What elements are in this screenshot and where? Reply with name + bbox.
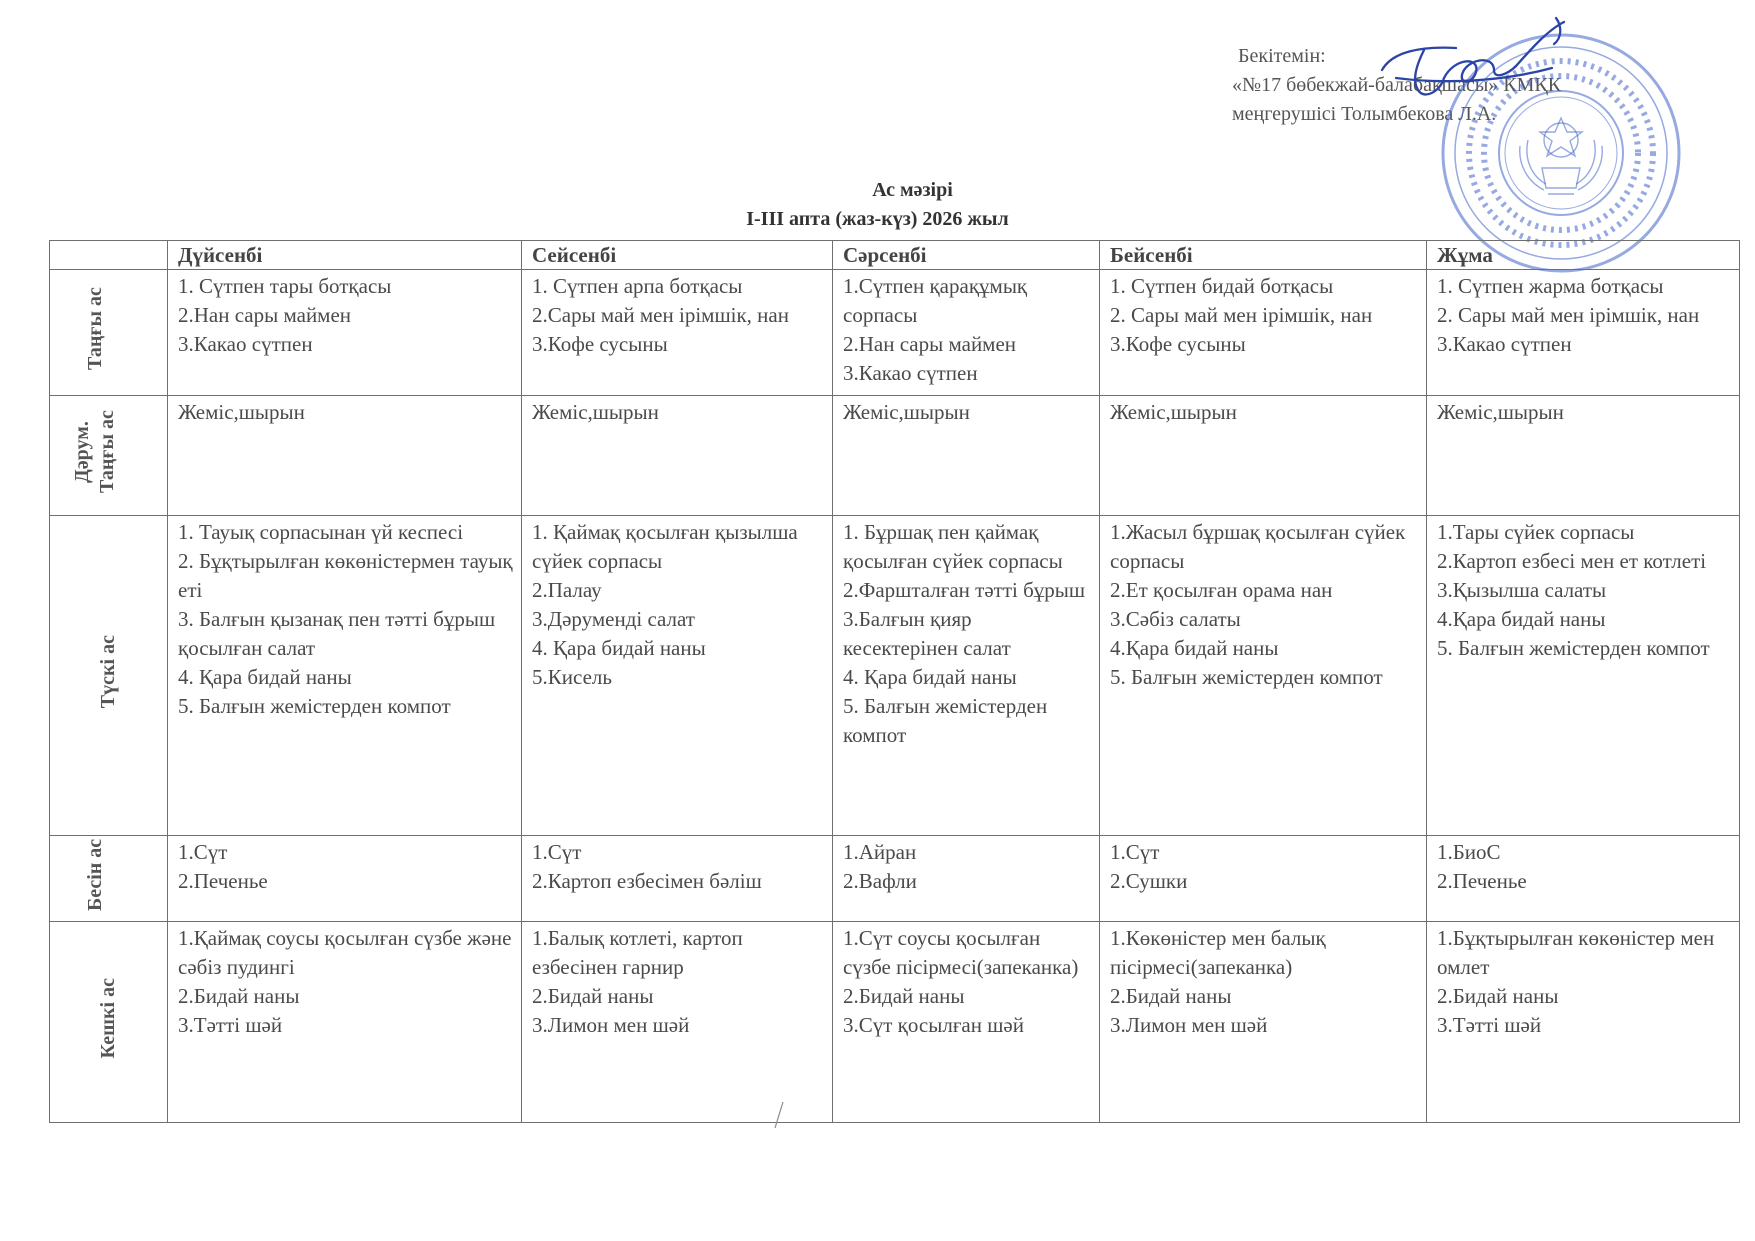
dish-item: 4.Қара бидай наны xyxy=(1437,607,1606,631)
menu-cell xyxy=(168,836,522,922)
menu-cell xyxy=(1427,836,1740,922)
meal-row-vitamin-breakfast xyxy=(50,396,1740,516)
dish-item: 1.Сүтпен қарақұмық сорпасы xyxy=(843,274,1028,327)
dish-item: 3.Кофе сусыны xyxy=(532,332,668,356)
dish-item: 3.Дәруменді салат xyxy=(532,607,695,631)
dish-item: 2.Бидай наны xyxy=(178,984,300,1008)
document-subtitle: I-III апта (жаз-күз) 2026 жыл xyxy=(746,208,1009,230)
dish-item: 1.Сүт xyxy=(532,840,582,864)
menu-cell xyxy=(522,836,833,922)
dish-item: 2.Печенье xyxy=(178,869,268,893)
menu-cell xyxy=(833,922,1100,1123)
meal-label: Таңғы ас xyxy=(83,287,106,370)
meal-label: Кешкі ас xyxy=(97,977,119,1059)
dish-item: 3.Тәтті шәй xyxy=(178,1013,283,1037)
menu-cell xyxy=(1427,396,1740,516)
dish-item: 2.Сары май мен ірімшік, нан xyxy=(532,303,789,327)
signature xyxy=(1372,12,1582,104)
meal-label-cell xyxy=(50,516,168,836)
header-day: Дүйсенбі xyxy=(168,241,522,270)
dish-item: Жеміс,шырын xyxy=(178,400,305,424)
menu-table xyxy=(49,240,1740,1123)
dish-item: 3. Балғын қызанақ пен тәтті бұрыш қосылған салат xyxy=(178,607,496,660)
dish-item: 2.Нан сары маймен xyxy=(843,332,1017,356)
dish-item: 2.Бидай наны xyxy=(843,984,965,1008)
dish-item: 1.Бұқтырылған көкөністер мен омлет xyxy=(1437,926,1715,979)
dish-item: 1.Сүт xyxy=(178,840,228,864)
dish-item: 5. Балғын жемістерден компот xyxy=(178,694,451,718)
dish-item: 1.Тары сүйек сорпасы xyxy=(1437,520,1635,544)
header-day: Бейсенбі xyxy=(1100,241,1427,270)
header-day: Сейсенбі xyxy=(522,241,833,270)
dish-item: 1. Сүтпен тары ботқасы xyxy=(178,274,392,298)
dish-item: 4. Қара бидай наны xyxy=(532,636,706,660)
meal-label: Дәрум. Таңғы ас xyxy=(70,410,118,493)
dish-item: 2.Бидай наны xyxy=(532,984,654,1008)
menu-cell xyxy=(833,270,1100,396)
menu-cell xyxy=(522,922,833,1123)
dish-item: 1. Бұршақ пен қаймақ қосылған сүйек сорпасы xyxy=(843,520,1063,573)
dish-item: 3.Сәбіз салаты xyxy=(1110,607,1241,631)
meal-label: Бесін ас xyxy=(83,838,106,911)
meal-label-cell xyxy=(50,396,168,516)
approval-line-1: Бекітемін: xyxy=(1238,45,1326,67)
dish-item: 3.Какао сүтпен xyxy=(1437,332,1572,356)
dish-item: 5. Балғын жемістерден компот xyxy=(1437,636,1710,660)
menu-cell xyxy=(833,836,1100,922)
header-corner-cell xyxy=(50,241,168,270)
dish-item: 2.Бидай наны xyxy=(1110,984,1232,1008)
dish-item: 1.Балық котлеті, картоп езбесінен гарнир xyxy=(532,926,743,979)
dish-item: 3.Қызылша салаты xyxy=(1437,578,1607,602)
menu-cell xyxy=(1427,516,1740,836)
dish-item: Жеміс,шырын xyxy=(532,400,659,424)
dish-item: Жеміс,шырын xyxy=(1110,400,1237,424)
dish-item: Жеміс,шырын xyxy=(1437,400,1564,424)
dish-item: 2.Картоп езбесімен бәліш xyxy=(532,869,762,893)
dish-item: 1. Қаймақ қосылған қызылша сүйек сорпасы xyxy=(532,520,798,573)
menu-cell xyxy=(168,396,522,516)
dish-item: 1. Тауық сорпасынан үй кеспесі xyxy=(178,520,464,544)
dish-item: 2.Ет қосылған орама нан xyxy=(1110,578,1333,602)
dish-item: 5.Кисель xyxy=(532,665,612,689)
menu-cell xyxy=(522,396,833,516)
menu-cell xyxy=(522,270,833,396)
menu-cell xyxy=(1100,270,1427,396)
meal-label-cell xyxy=(50,922,168,1123)
menu-cell xyxy=(1427,270,1740,396)
dish-item: 3.Кофе сусыны xyxy=(1110,332,1246,356)
meal-label: Түскі ас xyxy=(97,634,119,709)
menu-cell xyxy=(168,270,522,396)
dish-item: 2. Сары май мен ірімшік, нан xyxy=(1110,303,1373,327)
dish-item: 5. Балғын жемістерден компот xyxy=(843,694,1048,747)
dish-item: 2. Сары май мен ірімшік, нан xyxy=(1437,303,1700,327)
dish-item: 1.Жасыл бұршақ қосылған сүйек сорпасы xyxy=(1110,520,1406,573)
menu-cell xyxy=(1100,396,1427,516)
dish-item: 3.Какао сүтпен xyxy=(843,361,978,385)
menu-cell xyxy=(1100,516,1427,836)
dish-item: 2.Картоп езбесі мен ет котлеті xyxy=(1437,549,1707,573)
dish-item: 3.Тәтті шәй xyxy=(1437,1013,1542,1037)
menu-cell xyxy=(1100,836,1427,922)
menu-cell xyxy=(168,516,522,836)
meal-label-cell xyxy=(50,270,168,396)
meal-row-breakfast xyxy=(50,270,1740,396)
menu-cell xyxy=(833,516,1100,836)
document-header xyxy=(0,176,1755,234)
scan-mark xyxy=(773,1100,785,1130)
dish-item: 4. Қара бидай наны xyxy=(178,665,352,689)
dish-item: Жеміс,шырын xyxy=(843,400,970,424)
dish-item: 2.Фаршталған тәтті бұрыш xyxy=(843,578,1086,602)
dish-item: 1. Сүтпен арпа ботқасы xyxy=(532,274,743,298)
dish-item: 1. Сүтпен бидай ботқасы xyxy=(1110,274,1334,298)
dish-item: 1.Сүт xyxy=(1110,840,1160,864)
dish-item: 1.Айран xyxy=(843,840,917,864)
dish-item: 1.Көкөністер мен балық пісірмесі(запеканка) xyxy=(1110,926,1326,979)
dish-item: 3.Сүт қосылған шәй xyxy=(843,1013,1024,1037)
dish-item: 4. Қара бидай наны xyxy=(843,665,1017,689)
document-title: Ас мәзірі xyxy=(872,179,953,201)
dish-item: 2. Бұқтырылған көкөністермен тауық еті xyxy=(178,549,513,602)
days-header-row xyxy=(50,241,1740,270)
dish-item: 2.Нан сары маймен xyxy=(178,303,352,327)
approval-line-3: меңгерушісі Толымбекова Л.А. xyxy=(1232,103,1497,125)
dish-item: 2.Печенье xyxy=(1437,869,1527,893)
dish-item: 2.Бидай наны xyxy=(1437,984,1559,1008)
menu-cell xyxy=(168,922,522,1123)
dish-item: 3.Балғын қияр кесектерінен салат xyxy=(843,607,1011,660)
dish-item: 2.Сушки xyxy=(1110,869,1188,893)
menu-cell xyxy=(833,396,1100,516)
dish-item: 3.Лимон мен шәй xyxy=(1110,1013,1268,1037)
meal-row-afternoon-snack xyxy=(50,836,1740,922)
dish-item: 1. Сүтпен жарма ботқасы xyxy=(1437,274,1664,298)
dish-item: 4.Қара бидай наны xyxy=(1110,636,1279,660)
dish-item: 3.Какао сүтпен xyxy=(178,332,313,356)
dish-item: 5. Балғын жемістерден компот xyxy=(1110,665,1383,689)
header-day: Сәрсенбі xyxy=(833,241,1100,270)
approval-line-2: «№17 бөбекжай-балабақшасы» КМҚК xyxy=(1232,74,1562,96)
dish-item: 2.Палау xyxy=(532,578,602,602)
dish-item: 1.Қаймақ соусы қосылған сүзбе және сәбіз пудингі xyxy=(178,926,512,979)
meal-row-dinner xyxy=(50,922,1740,1123)
header-day: Жұма xyxy=(1427,241,1740,270)
meal-label-cell xyxy=(50,836,168,922)
menu-cell xyxy=(1100,922,1427,1123)
menu-cell xyxy=(1427,922,1740,1123)
dish-item: 1.Сүт соусы қосылған сүзбе пісірмесі(запеканка) xyxy=(843,926,1079,979)
dish-item: 2.Вафли xyxy=(843,869,917,893)
menu-cell xyxy=(522,516,833,836)
dish-item: 3.Лимон мен шәй xyxy=(532,1013,690,1037)
meal-row-lunch xyxy=(50,516,1740,836)
dish-item: 1.БиоС xyxy=(1437,840,1501,864)
